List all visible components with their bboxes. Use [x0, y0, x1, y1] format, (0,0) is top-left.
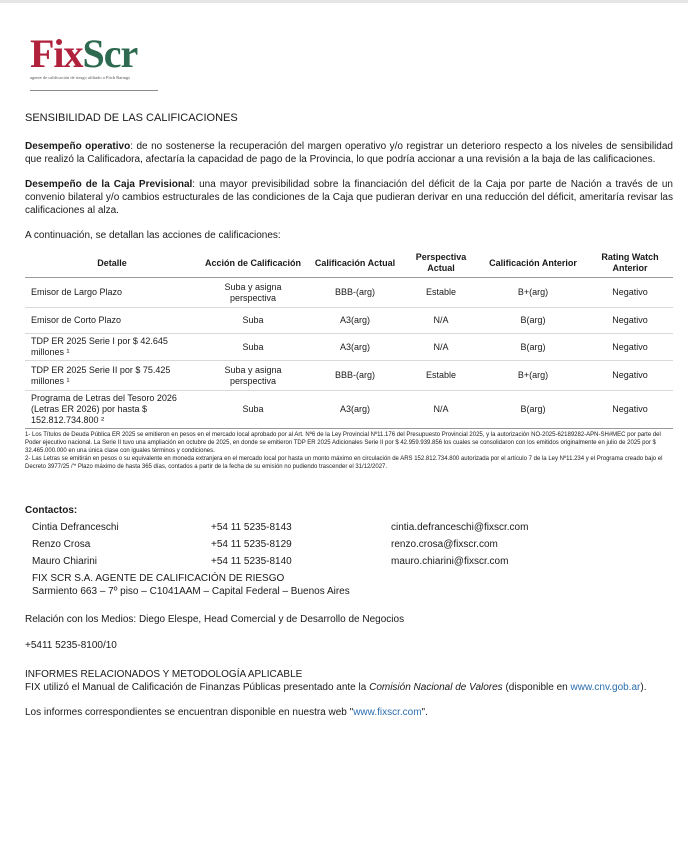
company-name: FIX SCR S.A. AGENTE DE CALIFICACIÓN DE RIESGO — [32, 573, 285, 584]
contact-name: Renzo Crosa — [32, 539, 91, 550]
contacts-section — [25, 502, 673, 598]
cell-detalle: Programa de Letras del Tesoro 2026 (Letras ER 2026) por hasta $ 152.812.734.800 ² — [25, 391, 199, 429]
logo-scr: Scr — [82, 31, 138, 76]
cell-actual: BBB-(arg) — [307, 361, 403, 391]
cnv-link[interactable]: www.cnv.gob.ar — [570, 682, 641, 693]
table-row — [25, 278, 673, 308]
header-detalle: Detalle — [25, 249, 199, 278]
footnote-1: 1- Los Títulos de Deuda Pública ER 2025 se emitieron en pesos en el mercado local aprobado por al Art. Nº6 de la Ley Provincial Nº11.176 del Presupuesto Provincial 2025, y la autorización NO-2025-62189282-APN-SH#MEC por parte del Poder ejecutivo nacional. La Serie II tuvo una ampliación en octubre de 2025, en donde se emitieron TDP ER 2025 Adicionales Serie II por $ 42.959.939.856 los cuales se consolidaron con los emitidos originalmente en julio de 2025 por $ 32.465.000.000 en una única clase con iguales términos y condiciones. — [25, 432, 661, 454]
contacts-heading: Contactos: — [25, 505, 78, 516]
contact-name: Cintia Defranceschi — [32, 522, 119, 533]
contact-row — [25, 553, 673, 570]
cell-detalle: TDP ER 2025 Serie I por $ 42.645 millones ¹ — [25, 334, 199, 361]
cell-detalle: Emisor de Largo Plazo — [25, 278, 199, 308]
header-calificacion-actual: Calificación Actual — [307, 249, 403, 278]
related-title: INFORMES RELACIONADOS Y METODOLOGÍA APLICABLE — [25, 669, 303, 680]
paragraph-caja — [25, 178, 673, 217]
cell-actual: A3(arg) — [307, 334, 403, 361]
logo-wordmark — [30, 31, 160, 76]
company-address: Sarmiento 663 – 7º piso – C1041AAM – Capital Federal – Buenos Aires — [32, 586, 350, 597]
contact-phone: +54 11 5235-8140 — [211, 556, 292, 567]
table-intro: A continuación, se detallan las acciones de calificaciones: — [25, 230, 281, 241]
table-header-row — [25, 249, 673, 278]
table-row — [25, 361, 673, 391]
cell-accion: Suba y asigna perspectiva — [199, 278, 307, 308]
cell-anterior: B+(arg) — [479, 361, 587, 391]
header-perspectiva-actual: Perspectiva Actual — [403, 249, 479, 278]
cell-accion: Suba — [199, 308, 307, 334]
paragraph-lead: Desempeño operativo — [25, 141, 131, 152]
paragraph-operativo — [25, 140, 673, 166]
cell-detalle: TDP ER 2025 Serie II por $ 75.425 millones ¹ — [25, 361, 199, 391]
cell-detalle: Emisor de Corto Plazo — [25, 308, 199, 334]
cell-anterior: B(arg) — [479, 308, 587, 334]
related-text-middle: (disponible en — [502, 682, 571, 693]
table-row — [25, 391, 673, 429]
cell-watch: Negativo — [587, 391, 673, 429]
contact-row — [25, 536, 673, 553]
related-text-after: ). — [640, 682, 647, 693]
cell-perspectiva: Estable — [403, 361, 479, 391]
cell-perspectiva: Estable — [403, 278, 479, 308]
logo-fix: Fix — [30, 31, 83, 76]
related-text-before: FIX utilizó el Manual de Calificación de Finanzas Públicas presentado ante la — [25, 682, 370, 693]
fixscr-logo — [30, 31, 160, 91]
table-row — [25, 334, 673, 361]
contact-row — [25, 519, 673, 536]
contact-name: Mauro Chiarini — [32, 556, 98, 567]
reports-text-before: Los informes correspondientes se encuentran disponible en nuestra web " — [25, 707, 354, 718]
related-text — [25, 681, 673, 694]
main-phone: +5411 5235-8100/10 — [25, 640, 117, 651]
contact-phone: +54 11 5235-8129 — [211, 539, 292, 550]
contact-email[interactable]: renzo.crosa@fixscr.com — [391, 539, 498, 550]
cell-watch: Negativo — [587, 308, 673, 334]
cell-actual: A3(arg) — [307, 391, 403, 429]
header-accion: Acción de Calificación — [199, 249, 307, 278]
header-rating-watch: Rating Watch Anterior — [587, 249, 673, 278]
cell-anterior: B(arg) — [479, 334, 587, 361]
contact-email[interactable]: cintia.defranceschi@fixscr.com — [391, 522, 529, 533]
cnv-name: Comisión Nacional de Valores — [369, 682, 503, 693]
cell-accion: Suba y asigna perspectiva — [199, 361, 307, 391]
cell-perspectiva: N/A — [403, 308, 479, 334]
header-calificacion-anterior: Calificación Anterior — [479, 249, 587, 278]
cell-actual: A3(arg) — [307, 308, 403, 334]
cell-perspectiva: N/A — [403, 334, 479, 361]
document-body — [25, 112, 673, 719]
media-relations: Relación con los Medios: Diego Elespe, Head Comercial y de Desarrollo de Negocios — [25, 614, 405, 625]
contact-phone: +54 11 5235-8143 — [211, 522, 292, 533]
section-title: SENSIBILIDAD DE LAS CALIFICACIONES — [25, 112, 238, 124]
cell-perspectiva: N/A — [403, 391, 479, 429]
paragraph-lead: Desempeño de la Caja Previsional — [25, 179, 193, 190]
reports-text-after: ". — [421, 707, 428, 718]
cell-actual: BBB-(arg) — [307, 278, 403, 308]
footnotes — [25, 431, 673, 471]
footnote-2: 2- Las Letras se emitirán en pesos o su equivalente en moneda extranjera en el mercado local por hasta un monto máximo en circulación de ARS 152.812.734.800 autorizada por el artículo 7 de la Ley Nº11.234 y el Programa creado bajo el Decreto 3977/25 /'* Plazo máximo de hasta 365 días, contados a partir de la fecha de su emisión no pudiendo trascender el 31/12/2027. — [25, 456, 663, 470]
logo-underline — [30, 90, 158, 91]
ratings-table — [25, 249, 673, 429]
table-row — [25, 308, 673, 334]
cell-anterior: B+(arg) — [479, 278, 587, 308]
cell-accion: Suba — [199, 334, 307, 361]
logo-tagline: agente de calificación de riesgo afiliado a Fitch Ratings — [30, 75, 130, 80]
top-divider — [0, 0, 688, 3]
fixscr-link[interactable]: www.fixscr.com — [353, 707, 422, 718]
cell-watch: Negativo — [587, 278, 673, 308]
cell-anterior: B(arg) — [479, 391, 587, 429]
paragraph-text: : de no sostenerse la recuperación del margen operativo y/o registrar un deterioro respecto a los niveles de sensibilidad que realizó la Calificadora, afectaría la capacidad de pago de la Provincia, lo que podría accionar a una revisión a la baja de las calificaciones. — [25, 141, 673, 165]
contact-email[interactable]: mauro.chiarini@fixscr.com — [391, 556, 509, 567]
cell-watch: Negativo — [587, 334, 673, 361]
related-reports — [25, 668, 673, 694]
cell-accion: Suba — [199, 391, 307, 429]
cell-watch: Negativo — [587, 361, 673, 391]
paragraph-text: : una mayor previsibilidad sobre la financiación del déficit de la Caja por parte de Nación a través de un convenio bilateral y/o cambios estructurales de las condiciones de la Caja que pudieran derivar en una reducción del déficit, ameritaría revisar las calificaciones al alza. — [25, 179, 673, 216]
reports-line — [25, 706, 673, 719]
